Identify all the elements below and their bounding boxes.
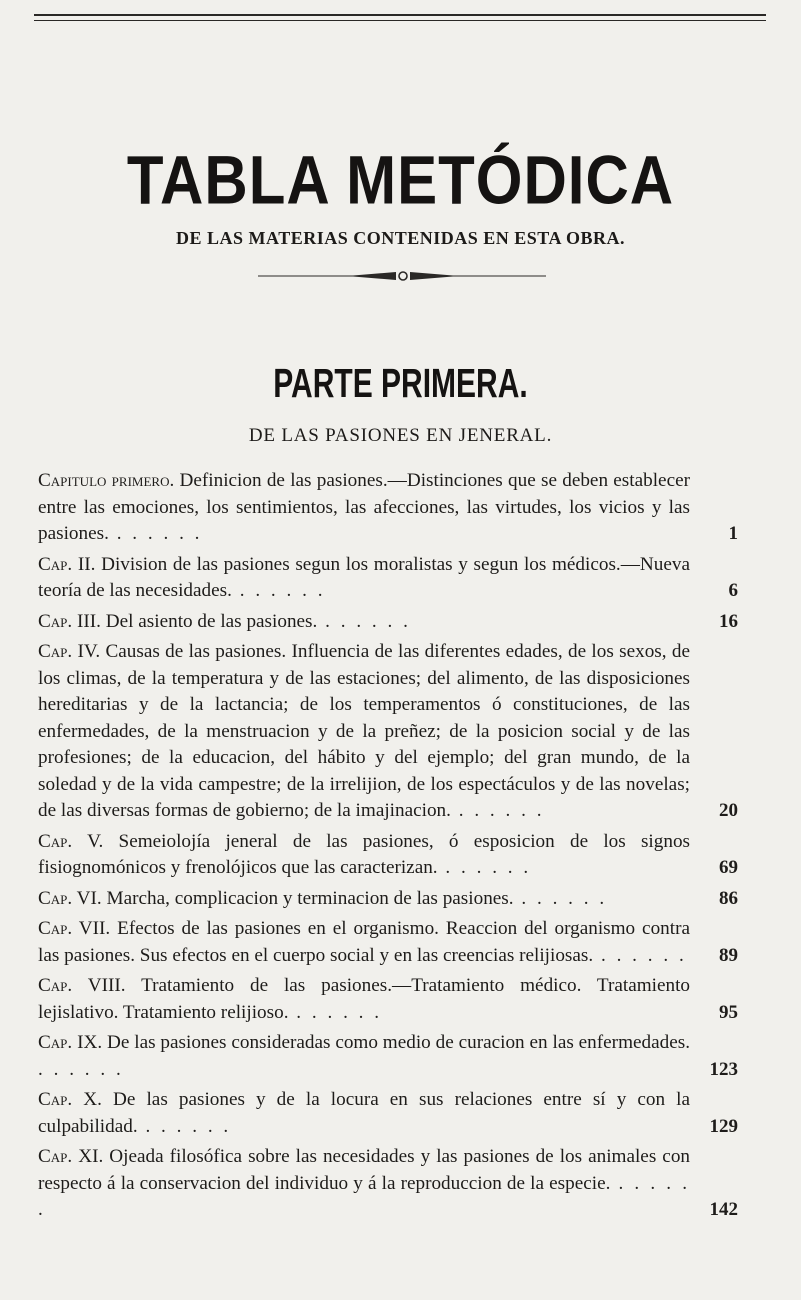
section-heading: DE LAS PASIONES EN JENERAL. bbox=[248, 425, 553, 446]
ornament-divider bbox=[258, 268, 548, 284]
page-number: 1 bbox=[728, 523, 738, 544]
toc-entry bbox=[38, 829, 738, 882]
chapter-title: Marcha, complicacion y terminacion de las pasiones. bbox=[106, 887, 514, 909]
page-number: 142 bbox=[709, 1199, 738, 1220]
dot-leader: . . . . . . bbox=[513, 887, 608, 909]
page-number: 86 bbox=[719, 887, 738, 909]
dot-leader: . . . . . . bbox=[38, 1058, 124, 1080]
chapter-label: Cap. XI. bbox=[38, 1146, 104, 1167]
chapter-title: De las pasiones consideradas como medio de curacion en las enfermedades. bbox=[107, 1032, 690, 1053]
page-number: 69 bbox=[719, 857, 738, 878]
toc-entry-text bbox=[38, 1030, 738, 1083]
toc-entry bbox=[38, 886, 738, 913]
toc-entry bbox=[38, 916, 738, 969]
chapter-label: Cap. VII. bbox=[38, 918, 111, 939]
toc-entry-text bbox=[38, 1087, 738, 1140]
chapter-title: De las pasiones y de la locura en sus relaciones entre sí y con la culpabilidad. bbox=[38, 1089, 690, 1137]
chapter-title: Ojeada filosófica sobre las necesidades y las pasiones de los animales con respecto á la conservacion del individuo y á la reproduccion de la especie. bbox=[38, 1146, 691, 1194]
chapter-label: Cap. VI. bbox=[38, 887, 102, 909]
page-number: 89 bbox=[719, 944, 738, 966]
chapter-title: Del asiento de las pasiones. bbox=[105, 610, 318, 632]
page-number: 6 bbox=[728, 580, 738, 601]
toc-entry bbox=[38, 552, 738, 605]
dot-leader: . . . . . . bbox=[450, 800, 545, 821]
chapter-label: Cap. V. bbox=[38, 830, 104, 852]
page-subtitle: DE LAS MATERIAS CONTENIDAS EN ESTA OBRA. bbox=[176, 228, 625, 248]
dot-leader: . . . . . . bbox=[437, 857, 532, 878]
chapter-title: Causas de las pasiones. Influencia de las diferentes edades, de los sexos, de los climas, de la temperatura y de las estaciones; del alimento, de las disposiciones hereditarias y de la lactancia; de los temperamentos ó constituciones, de las enfermedades, de la menstruacion y de la preñez; de la posicion social y de las profesiones; de la educacion, del hábito y del ejemplo; del gran mundo, de la soledad y de la vida campestre; de la irrelijion, de los espectáculos y de las novelas; de las diversas formas de gobierno; de la imajinacion. bbox=[38, 641, 691, 821]
toc-entry bbox=[38, 1087, 738, 1140]
dot-leader: . . . . . . bbox=[108, 523, 203, 544]
chapter-label: Cap. IV. bbox=[38, 641, 101, 662]
toc-entry-text bbox=[38, 829, 738, 882]
top-rule bbox=[34, 14, 766, 16]
chapter-label: Capitulo primero. bbox=[38, 470, 175, 491]
toc-entry bbox=[38, 609, 738, 636]
chapter-title: Division de las pasiones segun los moralistas y segun los médicos.—Nueva teoría de las necesidades. bbox=[38, 553, 690, 601]
toc-entry bbox=[38, 468, 738, 548]
toc-entry-text bbox=[38, 609, 738, 636]
chapter-title: Definicion de las pasiones.—Distinciones que se deben establecer entre las emociones, los sentimientos, las afecciones, las virtudes, los vicios y las pasiones. bbox=[38, 470, 690, 544]
dot-leader: . . . . . . bbox=[38, 1172, 690, 1220]
page-number: 123 bbox=[709, 1058, 738, 1080]
toc-entry-text bbox=[38, 552, 738, 605]
toc-entry bbox=[38, 639, 738, 825]
chapter-label: Cap. X. bbox=[38, 1089, 102, 1110]
chapter-title: Tratamiento de las pasiones.—Tratamiento médico. Tratamiento lejislativo. Tratamiento relijioso. bbox=[38, 975, 690, 1023]
dot-leader: . . . . . . bbox=[317, 610, 411, 632]
toc-entry bbox=[38, 973, 738, 1026]
dot-leader: . . . . . . bbox=[593, 944, 687, 966]
page-number: 95 bbox=[719, 1001, 738, 1023]
toc-entry-text bbox=[38, 1144, 738, 1224]
page-title: TABLA METÓDICA bbox=[126, 141, 675, 219]
page-number: 16 bbox=[719, 610, 738, 632]
toc-entry-text bbox=[38, 639, 738, 825]
part-heading: PARTE PRIMERA. bbox=[273, 362, 528, 407]
page-number: 20 bbox=[719, 800, 738, 821]
dot-leader: . . . . . . bbox=[288, 1001, 383, 1023]
toc-entry-text bbox=[38, 973, 738, 1026]
chapter-label: Cap. IX. bbox=[38, 1032, 103, 1053]
chapter-label: Cap. VIII. bbox=[38, 975, 126, 996]
dot-leader: . . . . . . bbox=[137, 1115, 232, 1137]
toc-entry-text bbox=[38, 886, 738, 913]
page-number: 129 bbox=[709, 1115, 738, 1137]
toc-entry-text bbox=[38, 468, 738, 548]
top-rule-thin bbox=[34, 20, 766, 21]
chapter-title: Efectos de las pasiones en el organismo. Reaccion del organismo contra las pasiones. Sus efectos en el cuerpo social y en las creencias relijiosas. bbox=[38, 918, 690, 966]
chapter-label: Cap. III. bbox=[38, 610, 101, 632]
table-of-contents bbox=[38, 468, 738, 1228]
dot-leader: . . . . . . bbox=[231, 580, 326, 601]
chapter-label: Cap. II. bbox=[38, 553, 96, 575]
toc-entry-text bbox=[38, 916, 738, 969]
toc-entry bbox=[38, 1144, 738, 1224]
toc-entry bbox=[38, 1030, 738, 1083]
chapter-title: Semeiolojía jeneral de las pasiones, ó esposicion de los signos fisiognomónicos y frenolójicos que las caracterizan. bbox=[38, 830, 691, 878]
